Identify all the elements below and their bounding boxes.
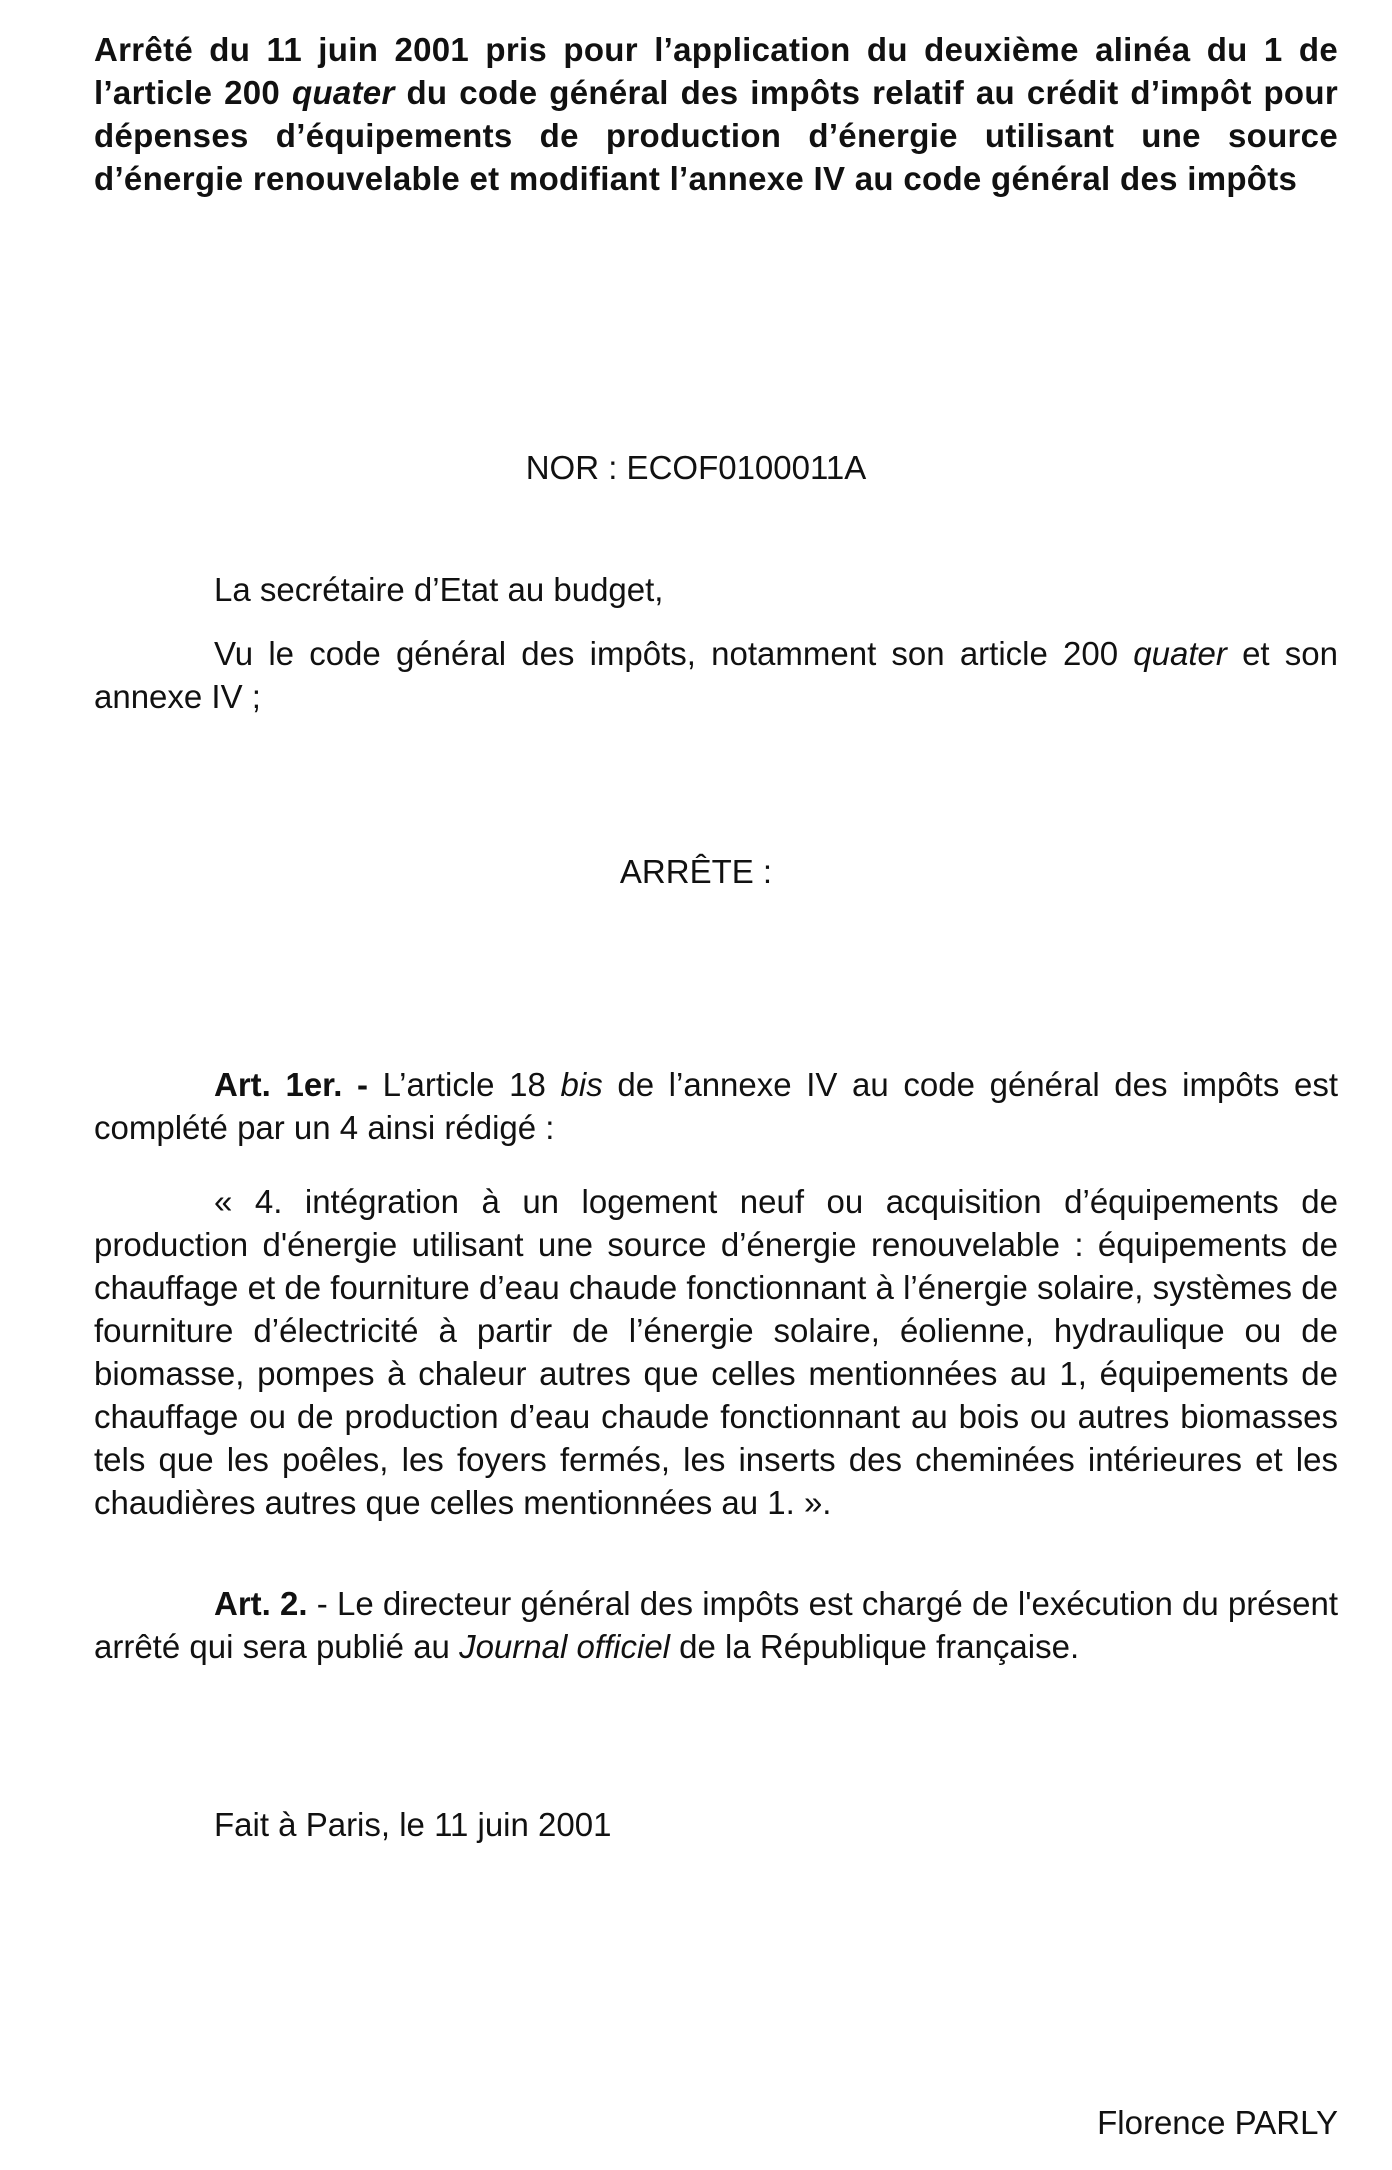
article-1-intro-part2: de l’annexe IV au code général des impôts est complété par un 4 ainsi rédigé : <box>94 1066 1339 1146</box>
article-2-text-part2: de la République française. <box>670 1628 1080 1665</box>
vu-part1: Vu le code général des impôts, notamment son article 200 <box>214 635 1134 672</box>
vu-part2: et son annexe IV ; <box>94 635 1338 715</box>
article-1-quote: « 4. intégration à un logement neuf ou acquisition d’équipements de production d'énergie utilisant une source d’énergie renouvelable : équipements de chauffage et de fourniture d’eau chaude fonctionnant à l’énergie solaire, systèmes de fourniture d’électricité à partir de l’énergie solaire, éolienne, hydraulique ou de biomasse, pompes à chaleur autres que celles mentionnées au 1, équipements de chauffage ou de production d’eau chaude fonctionnant au bois ou autres biomasses tels que les poêles, les foyers fermés, les inserts des cheminées intérieures et les chaudières autres que celles mentionnées au 1. ». <box>94 1183 1338 1521</box>
article-2-label: Art. 2. <box>214 1585 308 1622</box>
title-part2: du code général des impôts relatif au crédit d’impôt pour dépenses d’équipements de production d’énergie utilisant une source d’énergie renouvelable et modifiant l’annexe IV au code général des impôts <box>94 74 1338 197</box>
place-date: Fait à Paris, le 11 juin 2001 <box>214 1806 612 1843</box>
document-title <box>94 28 1338 200</box>
article-2-italic-journal: Journal officiel <box>459 1628 671 1665</box>
preamble-vu <box>94 632 1338 718</box>
nor-reference: NOR : ECOF0100011A <box>525 449 867 486</box>
preamble-authority: La secrétaire d’Etat au budget, <box>214 571 664 608</box>
article-1-label: Art. 1er. - <box>214 1066 368 1103</box>
article-1-intro-part1: L’article 18 <box>368 1066 561 1103</box>
vu-italic-quater: quater <box>1133 635 1227 672</box>
title-italic-quater: quater <box>291 74 395 111</box>
arrete-heading: ARRÊTE : <box>619 853 773 890</box>
article-1-intro-italic-bis: bis <box>560 1066 603 1103</box>
article-2 <box>94 1582 1338 1668</box>
article-2-text-part1: - Le directeur général des impôts est chargé de l'exécution du présent arrêté qui sera publié au <box>94 1585 1338 1665</box>
signature: Florence PARLY <box>1097 2104 1338 2141</box>
article-1-intro <box>94 1063 1338 1149</box>
title-part1: Arrêté du 11 juin 2001 pris pour l’application du deuxième alinéa du 1 de l’article 200 <box>94 31 1338 111</box>
